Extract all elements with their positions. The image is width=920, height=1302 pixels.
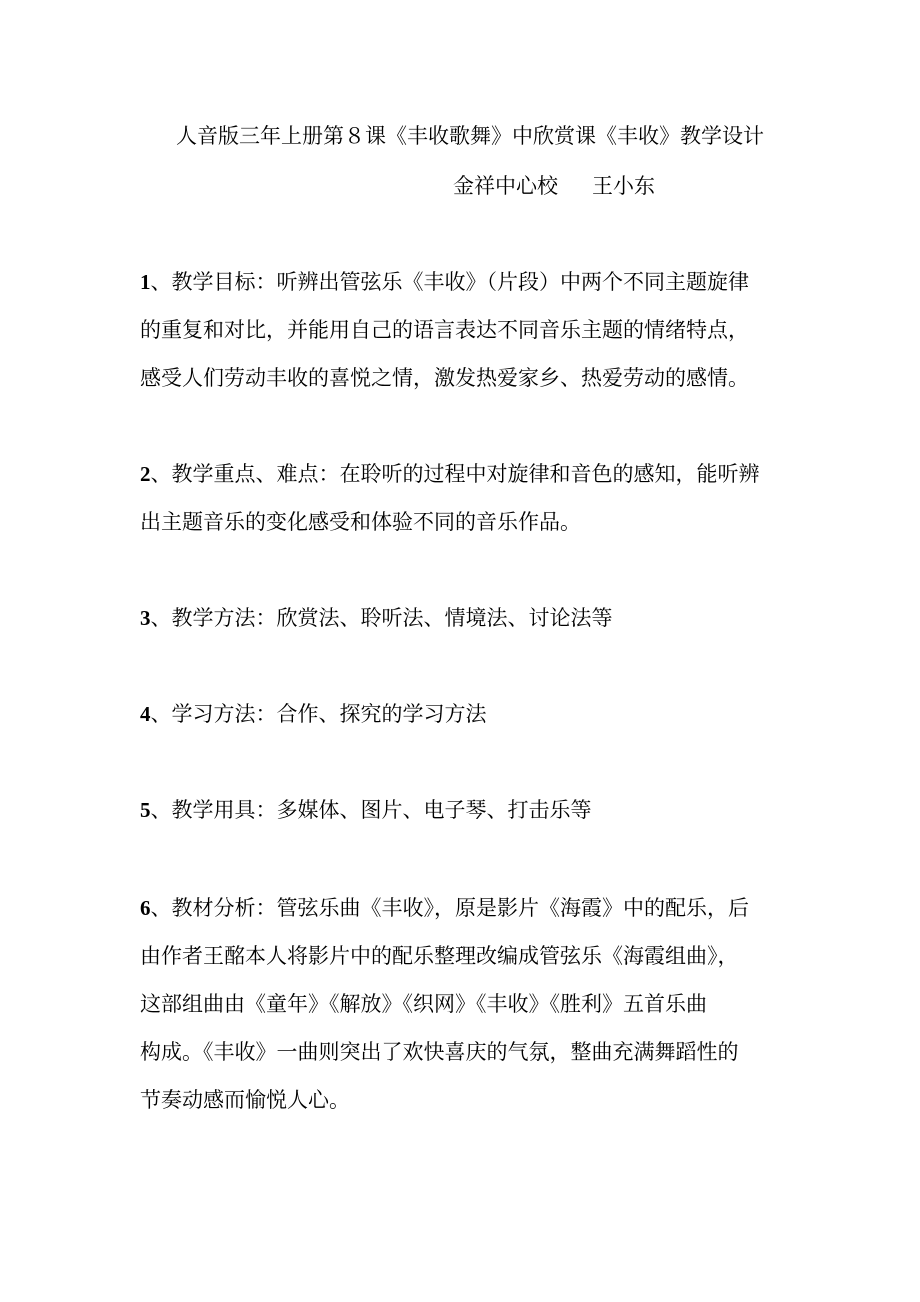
section-key-points [140, 450, 785, 546]
section-line: 4、学习方法：合作、探究的学习方法 [140, 702, 487, 726]
section-number: 6 [140, 896, 151, 920]
section-learning-methods [140, 690, 785, 738]
section-line: 出主题音乐的变化感受和体验不同的音乐作品。 [140, 510, 581, 534]
section-line: 2、教学重点、难点：在聆听的过程中对旋律和音色的感知，能听辨 [140, 462, 760, 486]
section-number: 2 [140, 462, 151, 486]
section-material-analysis [140, 884, 785, 1124]
section-line: 节奏动感而愉悦人心。 [140, 1088, 350, 1112]
document-title: 人音版三年上册第８课《丰收歌舞》中欣赏课《丰收》教学设计 [176, 124, 764, 148]
section-number: 3 [140, 606, 151, 630]
section-line: 感受人们劳动丰收的喜悦之情，激发热爱家乡、热爱劳动的感情。 [140, 366, 749, 390]
section-line: 1、教学目标：听辨出管弦乐《丰收》（片段）中两个不同主题旋律 [140, 270, 749, 294]
byline [453, 170, 655, 202]
section-line: 6、教材分析：管弦乐曲《丰收》，原是影片《海霞》中的配乐，后 [140, 896, 749, 920]
section-line: 这部组曲由《童年》《解放》《织网》《丰收》《胜利》五首乐曲 [140, 992, 707, 1016]
section-number: 1 [140, 270, 151, 294]
section-teaching-tools [140, 786, 785, 834]
section-teaching-methods [140, 594, 785, 642]
school-name: 金祥中心校 [453, 174, 558, 198]
section-teaching-goals [140, 258, 785, 402]
section-number: 5 [140, 798, 151, 822]
section-number: 4 [140, 702, 151, 726]
section-line: 构成。《丰收》一曲则突出了欢快喜庆的气氛，整曲充满舞蹈性的 [140, 1040, 739, 1064]
author-name: 王小东 [592, 174, 655, 198]
section-line: 的重复和对比，并能用自己的语言表达不同音乐主题的情绪特点， [140, 318, 749, 342]
section-line: 由作者王酩本人将影片中的配乐整理改编成管弦乐《海霞组曲》， [140, 944, 739, 968]
section-line: 5、教学用具：多媒体、图片、电子琴、打击乐等 [140, 798, 592, 822]
section-line: 3、教学方法：欣赏法、聆听法、情境法、讨论法等 [140, 606, 613, 630]
